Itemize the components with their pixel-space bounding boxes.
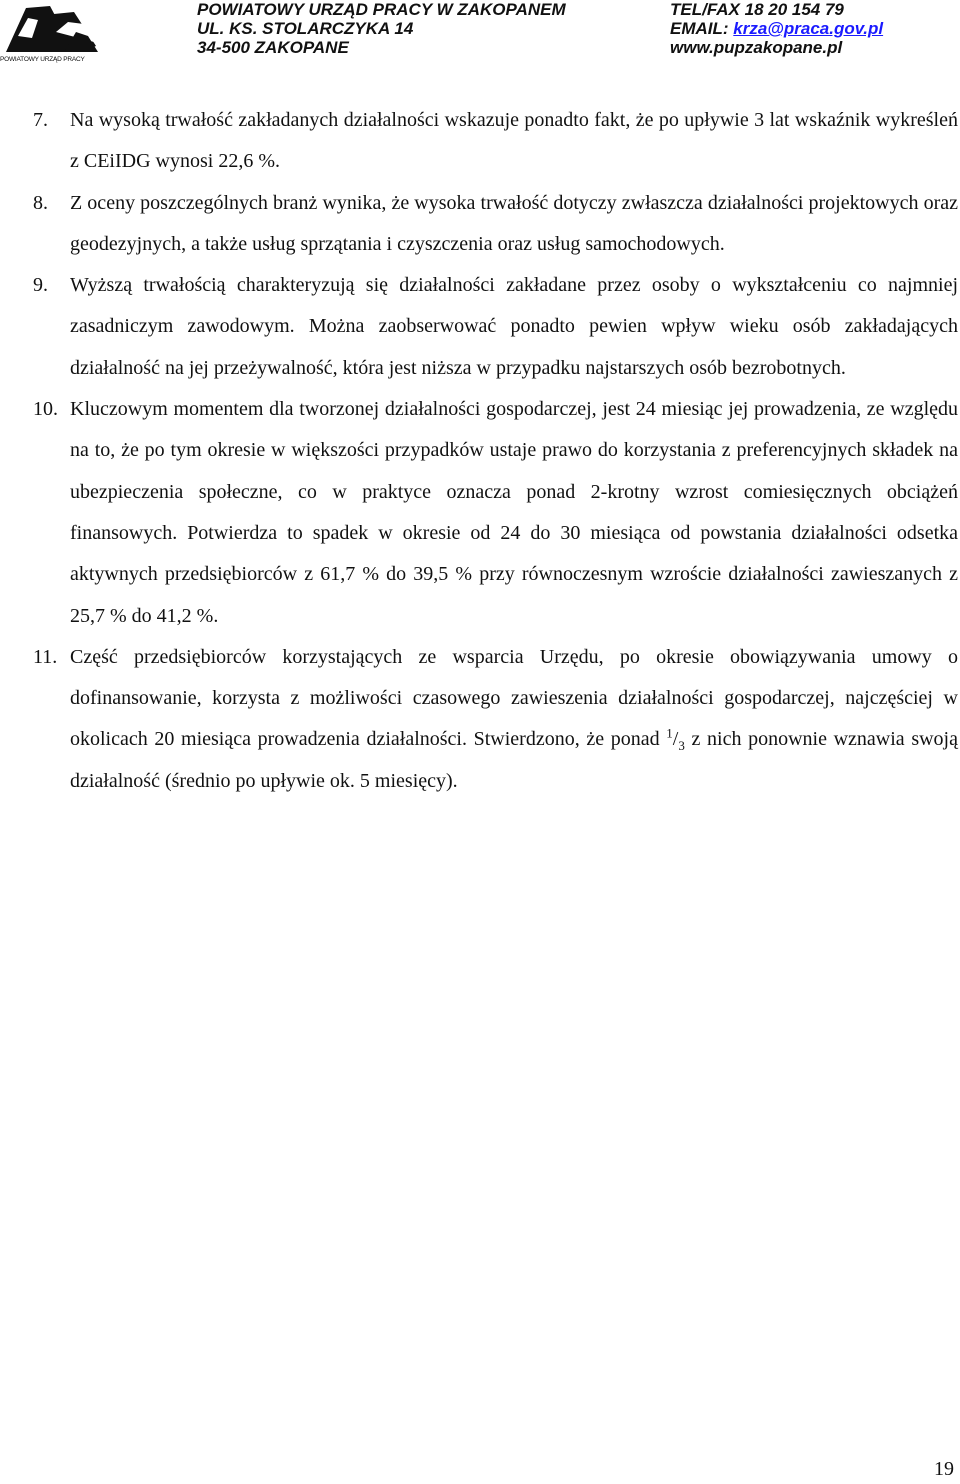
telfax: TEL/FAX 18 20 154 79: [670, 0, 844, 19]
item-text: Kluczowym momentem dla tworzonej działalności gospodarczej, jest 24 miesiąc jej prowadzenia, ze względu na to, że po tym okresie w większości przypadków ustaje prawo do korzystania z preferencyjnych składek na ubezpieczenia społeczne, co w praktyce oznacza ponad 2-krotny wzrost comiesięcznych obciążeń finansowych. Potwierdza to spadek w okresie od 24 do 30 miesiąca od powstania działalności odsetka aktywnych przedsiębiorców z 61,7 % do 39,5 % przy równoczesnym wzroście działalności zawieszanych z 25,7 % do 41,2 %.: [70, 398, 958, 627]
list-item: [33, 637, 958, 802]
fraction-slash: /: [672, 728, 679, 751]
item-number: 11.: [33, 645, 58, 668]
address-block: [197, 0, 566, 57]
email-line: [670, 19, 883, 38]
list-item: [33, 265, 958, 389]
postal-city: 34-500 ZAKOPANE: [197, 38, 349, 57]
page-number: 19: [934, 1458, 954, 1480]
list-item: [33, 100, 958, 183]
item-text: Na wysoką trwałość zakładanych działalności wskazuje ponadto fakt, że po upływie 3 lat wskaźnik wykreśleń z CEiIDG wynosi 22,6 %.: [70, 109, 958, 173]
logo-mountains-icon: [4, 2, 100, 56]
logo-caption: POWIATOWY URZĄD PRACY: [0, 56, 85, 63]
email-label: EMAIL:: [670, 19, 734, 38]
item-number: 10.: [33, 398, 58, 421]
item-text: Z oceny poszczególnych branż wynika, że wysoka trwałość dotyczy zwłaszcza działalności projektowych oraz geodezyjnych, a także usług sprzątania i czyszczenia oraz usług samochodowych.: [70, 191, 958, 255]
street-address: UL. KS. STOLARCZYKA 14: [197, 19, 414, 38]
letterhead: [0, 0, 960, 66]
fraction-denominator: 3: [678, 738, 685, 754]
item-number: 8.: [33, 191, 48, 214]
contact-block: [670, 0, 883, 57]
fraction-numerator: 1: [666, 725, 673, 741]
item-number: 7.: [33, 109, 48, 131]
item-text: Wyższą trwałością charakteryzują się działalności zakładane przez osoby o wykształceniu co najmniej zasadniczym zawodowym. Można zaobserwować ponadto pewien wpływ wieku osób zakładających działalność na jej przeżywalność, która jest niższa w przypadku najstarszych osób bezrobotnych.: [70, 274, 958, 379]
list-item: [33, 389, 958, 637]
numbered-list: [33, 100, 958, 802]
org-name: POWIATOWY URZĄD PRACY W ZAKOPANEM: [197, 0, 566, 19]
item-text-after: z nich ponownie wznawia swoją działalność (średnio po upływie ok. 5 miesięcy).: [70, 728, 958, 792]
item-text: [70, 637, 958, 802]
list-item: [33, 183, 958, 266]
item-number: 9.: [33, 274, 48, 297]
item-text-before: Część przedsiębiorców korzystających ze wsparcia Urzędu, po okresie obowiązywania umowy o dofinansowanie, korzysta z możliwości czasowego zawieszenia działalności gospodarczej, najczęściej w okolicach 20 miesiąca prowadzenia działalności. Stwierdzono, że ponad: [70, 645, 958, 751]
pup-logo: [0, 0, 110, 66]
email-link[interactable]: krza@praca.gov.pl: [733, 19, 884, 38]
website-link[interactable]: www.pupzakopane.pl: [670, 38, 843, 57]
